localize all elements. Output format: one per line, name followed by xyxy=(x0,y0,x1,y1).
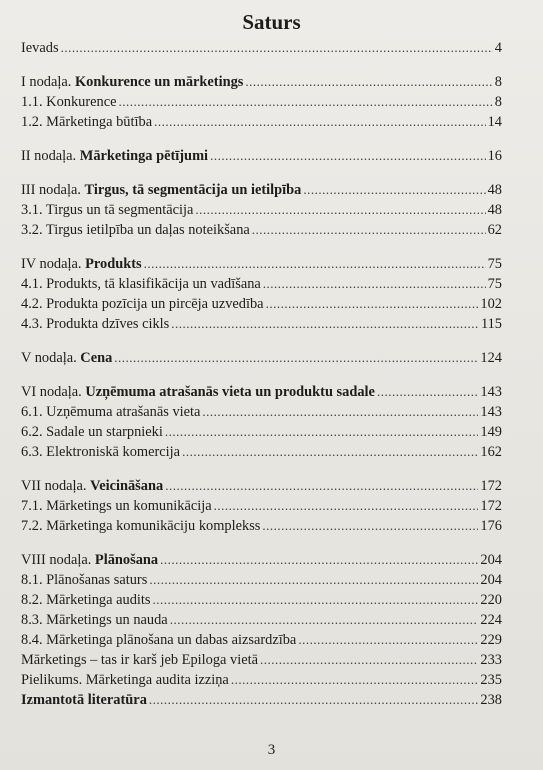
toc-entry-label xyxy=(21,402,200,422)
toc-entry-heading: Uzņēmuma atrašanās vieta un produktu sadale xyxy=(85,384,375,400)
toc-entry-page: 8 xyxy=(494,74,502,90)
toc-entry xyxy=(21,254,502,274)
toc-entry-label xyxy=(21,72,243,92)
toc-entry xyxy=(21,610,502,630)
toc-dot-leader xyxy=(252,220,486,240)
toc-entry xyxy=(21,382,502,402)
toc-entry-label xyxy=(21,254,142,274)
toc-entry-page: 124 xyxy=(480,350,502,366)
toc-entry-label xyxy=(21,650,258,670)
toc-dot-leader xyxy=(144,254,486,274)
toc-entry-heading: Mārketinga pētījumi xyxy=(79,148,209,164)
toc-dot-leader xyxy=(114,348,478,368)
toc-dot-leader xyxy=(260,650,478,670)
toc-entry-prefix: 7.2. Mārketinga komunikāciju komplekss xyxy=(21,518,261,534)
toc-entry-prefix: 3.1. Tirgus un tā segmentācija xyxy=(21,202,194,218)
toc-entry-prefix: Pielikums. Mārketinga audita izziņa xyxy=(21,672,229,688)
toc-entry-label xyxy=(21,38,59,58)
toc-entry-label xyxy=(21,610,168,630)
toc-entry-prefix: 6.1. Uzņēmuma atrašanās vieta xyxy=(21,404,201,420)
toc-entry xyxy=(21,496,502,516)
toc-entry-heading: Konkurence un mārketings xyxy=(74,74,244,90)
toc-entry-page: 233 xyxy=(480,652,502,668)
toc-entry-label xyxy=(21,348,112,368)
toc-entry-page: 14 xyxy=(487,114,502,130)
toc-dot-leader xyxy=(149,570,478,590)
toc-entry xyxy=(21,314,502,334)
toc-entry-prefix: VI nodaļa. xyxy=(21,384,86,400)
toc-dot-leader xyxy=(171,314,479,334)
toc-entry xyxy=(21,220,502,240)
toc-entry-label xyxy=(21,516,260,536)
toc-entry-label xyxy=(21,200,193,220)
toc-entry xyxy=(21,348,502,368)
toc-entry-heading: Veicināšana xyxy=(90,478,164,494)
toc-entry-page: 172 xyxy=(480,478,502,494)
toc-dot-leader xyxy=(149,690,479,710)
toc-entry-label xyxy=(21,92,117,112)
toc-dot-leader xyxy=(214,496,479,516)
toc-entry xyxy=(21,590,502,610)
toc-entry xyxy=(21,422,502,442)
toc-entry-page: 48 xyxy=(487,202,502,218)
toc-dot-leader xyxy=(182,442,478,462)
toc-dot-leader xyxy=(160,550,478,570)
toc-entry-page: 220 xyxy=(480,592,502,608)
toc-entry-label xyxy=(21,146,208,166)
toc-entry-label xyxy=(21,220,250,240)
toc-entry-prefix: Mārketings – tas ir karš jeb Epiloga vietā xyxy=(21,652,258,668)
toc-entry-page: 229 xyxy=(480,632,502,648)
toc-entry xyxy=(21,200,502,220)
toc-entry-page: 143 xyxy=(480,404,502,420)
toc-entry xyxy=(21,550,502,570)
toc-entry-prefix: 8.2. Mārketinga audits xyxy=(21,592,151,608)
toc-entry-page: 75 xyxy=(487,256,502,272)
toc-dot-leader xyxy=(210,146,486,166)
toc-entry-prefix: I nodaļa. xyxy=(21,74,75,90)
toc-entry xyxy=(21,630,502,650)
toc-dot-leader xyxy=(231,670,479,690)
toc-entry-label xyxy=(21,670,229,690)
toc-dot-leader xyxy=(119,92,493,112)
toc-entry-prefix: IV nodaļa. xyxy=(21,256,86,272)
toc-entry-prefix: Ievads xyxy=(21,40,59,56)
toc-entry xyxy=(21,650,502,670)
toc-entry-page: 204 xyxy=(480,572,502,588)
toc-entry-page: 176 xyxy=(480,518,502,534)
toc-entry-label xyxy=(21,314,169,334)
toc-entry-label xyxy=(21,382,375,402)
table-of-contents xyxy=(21,38,502,710)
toc-entry-page: 62 xyxy=(487,222,502,238)
toc-entry-prefix: III nodaļa. xyxy=(21,182,85,198)
toc-entry-heading: Plānošana xyxy=(94,552,159,568)
toc-dot-leader xyxy=(377,382,478,402)
toc-entry xyxy=(21,294,502,314)
toc-entry-label xyxy=(21,274,261,294)
toc-entry-prefix: 4.1. Produkts, tā klasifikācija un vadīšana xyxy=(21,276,261,292)
toc-dot-leader xyxy=(153,590,479,610)
toc-dot-leader xyxy=(154,112,486,132)
toc-entry-heading: Cena xyxy=(80,350,113,366)
toc-dot-leader xyxy=(202,402,478,422)
toc-entry-prefix: 8.1. Plānošanas saturs xyxy=(21,572,148,588)
toc-entry-label xyxy=(21,690,147,710)
toc-entry xyxy=(21,112,502,132)
toc-entry-label xyxy=(21,442,180,462)
toc-entry-page: 235 xyxy=(480,672,502,688)
toc-entry-page: 149 xyxy=(480,424,502,440)
toc-entry-page: 16 xyxy=(487,148,502,164)
toc-entry-label xyxy=(21,422,163,442)
toc-entry-prefix: 3.2. Tirgus ietilpība un daļas noteikšana xyxy=(21,222,250,238)
toc-entry-prefix: 4.2. Produkta pozīcija un pircēja uzvedība xyxy=(21,296,264,312)
toc-entry-page: 102 xyxy=(480,296,502,312)
toc-entry-prefix: 4.3. Produkta dzīves cikls xyxy=(21,316,170,332)
toc-entry-page: 75 xyxy=(487,276,502,292)
toc-dot-leader xyxy=(266,294,479,314)
toc-entry-page: 4 xyxy=(494,40,502,56)
toc-entry-prefix: 1.1. Konkurence xyxy=(21,94,117,110)
toc-entry-page: 204 xyxy=(480,552,502,568)
toc-entry-label xyxy=(21,590,151,610)
toc-entry xyxy=(21,670,502,690)
toc-entry-label xyxy=(21,294,264,314)
toc-entry-page: 172 xyxy=(480,498,502,514)
toc-entry-label xyxy=(21,112,152,132)
toc-entry-heading: Produkts xyxy=(85,256,142,272)
toc-entry-prefix: VII nodaļa. xyxy=(21,478,91,494)
toc-entry-prefix: VIII nodaļa. xyxy=(21,552,95,568)
toc-entry-page: 238 xyxy=(480,692,502,708)
toc-dot-leader xyxy=(262,516,478,536)
toc-entry xyxy=(21,442,502,462)
toc-entry-prefix: 8.3. Mārketings un nauda xyxy=(21,612,168,628)
toc-entry xyxy=(21,274,502,294)
toc-entry-label xyxy=(21,180,301,200)
toc-dot-leader xyxy=(165,422,479,442)
toc-entry-label xyxy=(21,476,163,496)
toc-entry-prefix: 1.2. Mārketinga būtība xyxy=(21,114,153,130)
toc-entry xyxy=(21,516,502,536)
toc-dot-leader xyxy=(165,476,478,496)
toc-entry-page: 224 xyxy=(480,612,502,628)
toc-entry-page: 115 xyxy=(480,316,502,332)
toc-entry-page: 143 xyxy=(480,384,502,400)
toc-entry xyxy=(21,38,502,58)
toc-entry xyxy=(21,690,502,710)
toc-entry xyxy=(21,72,502,92)
toc-entry-prefix: 8.4. Mārketinga plānošana un dabas aizsardzība xyxy=(21,632,297,648)
toc-entry xyxy=(21,146,502,166)
toc-dot-leader xyxy=(195,200,485,220)
toc-entry-heading: Tirgus, tā segmentācija un ietilpība xyxy=(84,182,302,198)
toc-dot-leader xyxy=(170,610,479,630)
toc-title: Saturs xyxy=(242,10,301,34)
toc-dot-leader xyxy=(61,38,493,58)
toc-entry-label xyxy=(21,496,212,516)
toc-dot-leader xyxy=(245,72,492,92)
toc-entry-prefix: V nodaļa. xyxy=(21,350,81,366)
toc-entry xyxy=(21,402,502,422)
toc-entry-prefix: 6.3. Elektroniskā komercija xyxy=(21,444,181,460)
toc-entry-label xyxy=(21,630,296,650)
toc-entry-label xyxy=(21,550,158,570)
toc-entry-page: 48 xyxy=(487,182,502,198)
toc-entry xyxy=(21,180,502,200)
toc-dot-leader xyxy=(303,180,485,200)
toc-entry-prefix: 7.1. Mārketings un komunikācija xyxy=(21,498,212,514)
toc-entry xyxy=(21,476,502,496)
toc-entry-page: 162 xyxy=(480,444,502,460)
toc-entry-page: 8 xyxy=(494,94,502,110)
toc-entry xyxy=(21,92,502,112)
toc-entry-label xyxy=(21,570,147,590)
toc-entry-heading: Izmantotā literatūra xyxy=(21,692,147,708)
toc-dot-leader xyxy=(263,274,486,294)
toc-entry-prefix: 6.2. Sadale un starpnieki xyxy=(21,424,163,440)
page-number: 3 xyxy=(267,742,276,758)
toc-dot-leader xyxy=(298,630,478,650)
toc-entry xyxy=(21,570,502,590)
toc-entry-prefix: II nodaļa. xyxy=(21,148,80,164)
